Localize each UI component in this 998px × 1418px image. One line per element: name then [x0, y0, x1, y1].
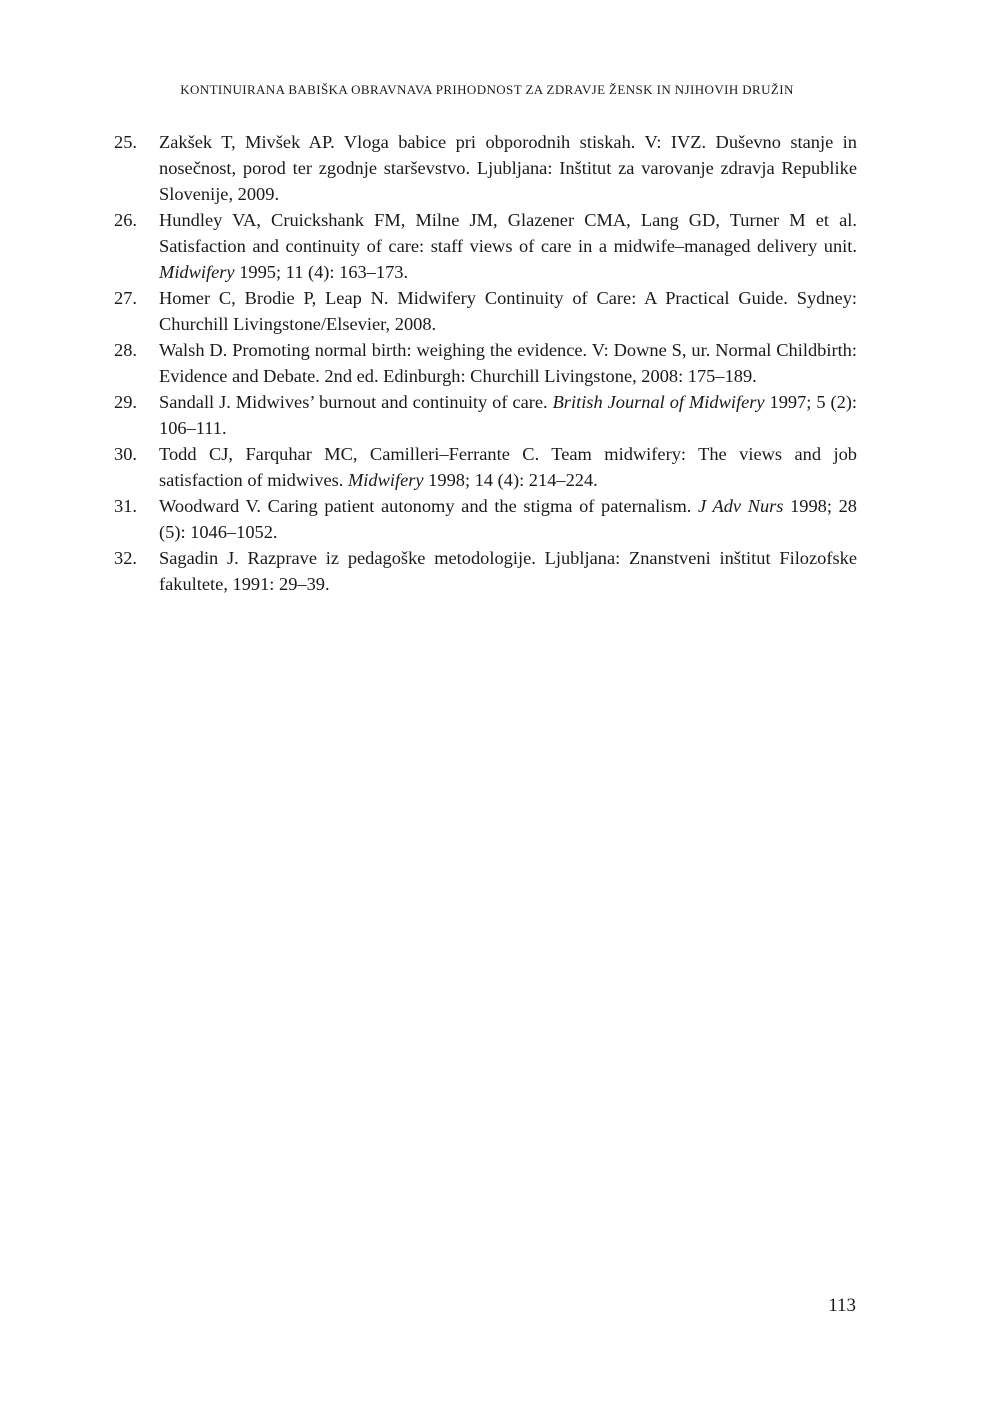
reference-text-fragment: 1995; 11 (4): 163–173. — [234, 262, 409, 282]
reference-text — [159, 207, 857, 285]
page-number: 113 — [828, 1295, 856, 1316]
reference-text-fragment: Todd CJ, Farquhar MC, Camilleri–Ferrante C. Team midwifery: The views and job satisfaction of midwives. — [159, 444, 857, 490]
reference-item — [114, 389, 857, 441]
reference-number: 32. — [114, 548, 137, 568]
reference-number: 26. — [114, 210, 137, 230]
reference-item — [114, 207, 857, 285]
reference-number: 31. — [114, 496, 137, 516]
reference-item — [114, 493, 857, 545]
reference-number: 27. — [114, 288, 137, 308]
reference-text-fragment: Woodward V. Caring patient autonomy and the stigma of paternalism. — [159, 496, 699, 516]
reference-number: 28. — [114, 340, 137, 360]
reference-text-fragment: Sagadin J. Razprave iz pedagoške metodologije. Ljubljana: Znanstveni inštitut Filozofske fakultete, 1991: 29–39. — [159, 548, 857, 594]
reference-text — [159, 441, 857, 493]
reference-text-fragment: Homer C, Brodie P, Leap N. Midwifery Continuity of Care: A Practical Guide. Sydney: Churchill Livingstone/Elsevier, 2008. — [159, 288, 857, 334]
reference-text-fragment: Sandall J. Midwives’ burnout and continuity of care. — [159, 392, 553, 412]
reference-text-fragment: Hundley VA, Cruickshank FM, Milne JM, Glazener CMA, Lang GD, Turner M et al. Satisfaction and continuity of care: staff views of care in a midwife–managed delivery unit. — [159, 210, 857, 256]
reference-text-fragment: 1998; 28 (5): 1046–1052. — [159, 496, 857, 542]
reference-list — [114, 129, 857, 597]
reference-text-fragment: Zakšek T, Mivšek AP. Vloga babice pri obporodnih stiskah. V: IVZ. Duševno stanje in nosečnost, porod ter zgodnje starševstvo. Ljubljana: Inštitut za varovanje zdravja Republike Slovenije, 2009. — [159, 132, 857, 204]
reference-text — [159, 129, 857, 207]
reference-journal-title: Midwifery — [347, 470, 424, 490]
reference-number: 29. — [114, 392, 137, 412]
reference-text-fragment: 1998; 14 (4): 214–224. — [423, 470, 598, 490]
reference-item — [114, 441, 857, 493]
reference-item — [114, 545, 857, 597]
reference-text-fragment: Walsh D. Promoting normal birth: weighing the evidence. V: Downe S, ur. Normal Childbirth: Evidence and Debate. 2nd ed. Edinburgh: Churchill Livingstone, 2008: 175–189. — [159, 340, 857, 386]
reference-journal-title: Midwifery — [159, 262, 235, 282]
reference-text — [159, 493, 857, 545]
reference-number: 30. — [114, 444, 137, 464]
running-header: KONTINUIRANA BABIŠKA OBRAVNAVA PRIHODNOST ZA ZDRAVJE ŽENSK IN NJIHOVIH DRUŽIN — [180, 82, 794, 97]
reference-text — [159, 389, 857, 441]
reference-text — [159, 337, 857, 389]
reference-journal-title: British Journal of Midwifery — [552, 392, 765, 412]
reference-number: 25. — [114, 132, 137, 152]
reference-text-fragment: 1997; 5 (2): 106–111. — [159, 392, 857, 438]
reference-item — [114, 129, 857, 207]
reference-text — [159, 285, 857, 337]
reference-journal-title: J Adv Nurs — [698, 496, 784, 516]
reference-item — [114, 337, 857, 389]
reference-text — [159, 545, 857, 597]
reference-item — [114, 285, 857, 337]
